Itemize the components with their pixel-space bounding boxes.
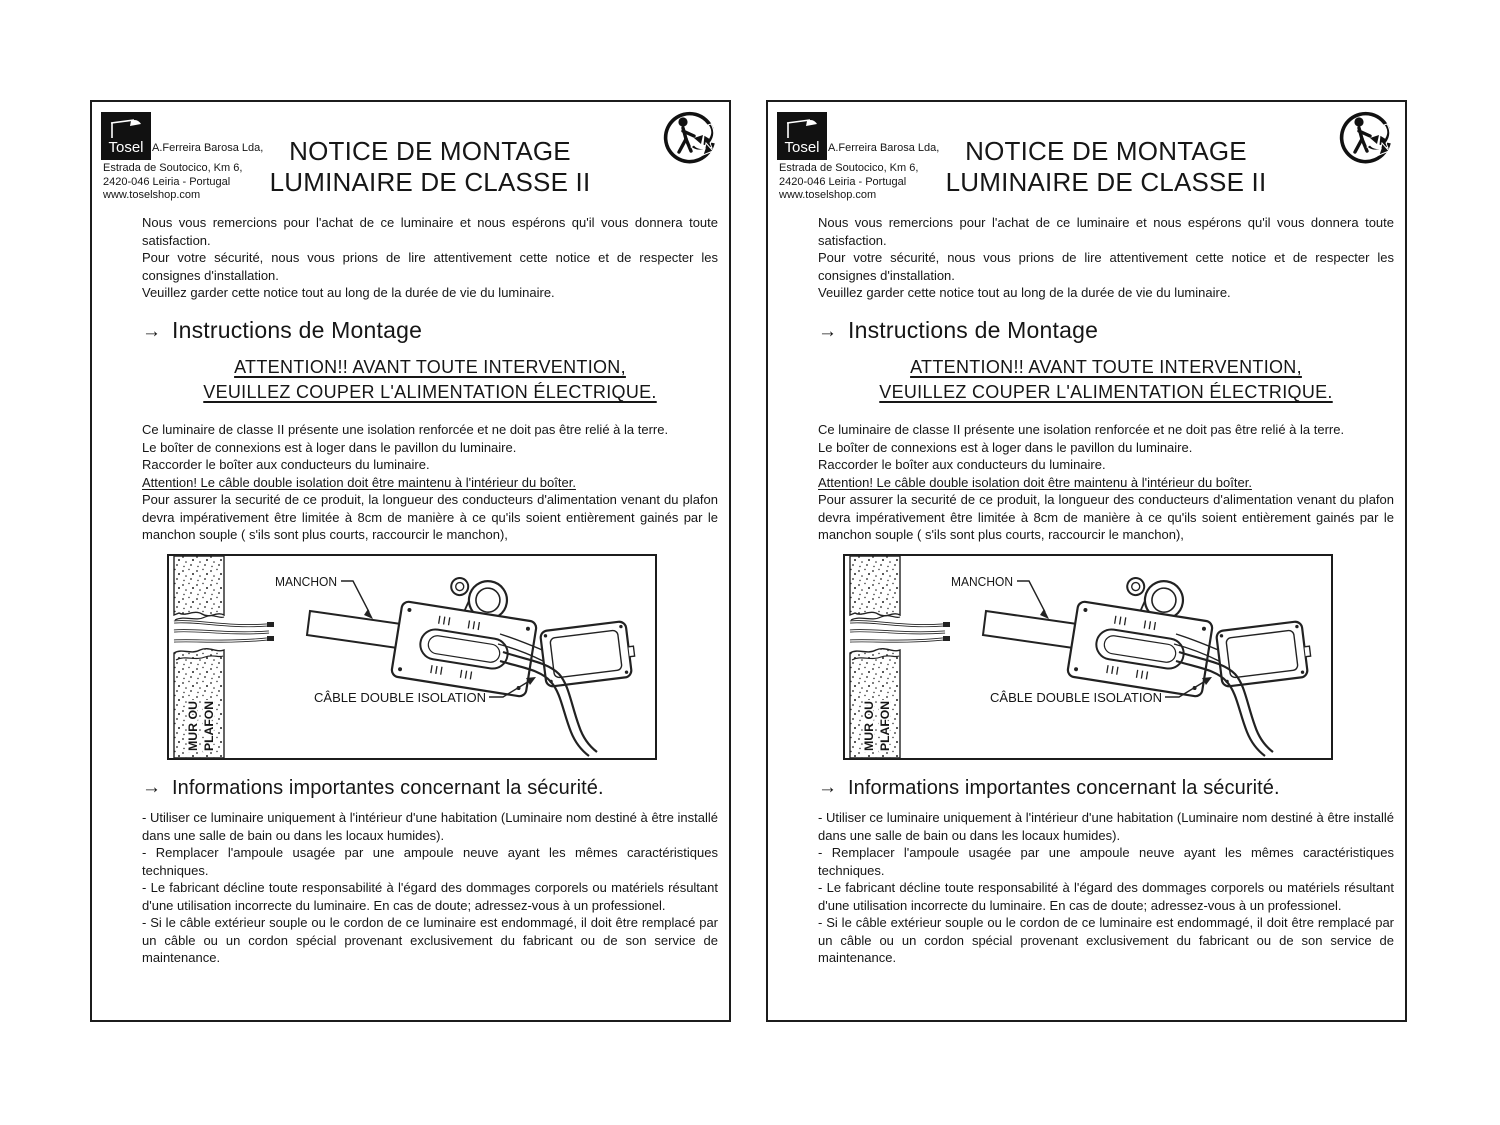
page-content <box>142 214 718 967</box>
manchon-leader-line <box>341 581 373 619</box>
safety-item-2: - Remplacer l'ampoule usagée par une ampoule neuve ayant les mêmes caractéristiques techniques. <box>142 845 718 878</box>
company-website: www.toselshop.com <box>103 189 201 201</box>
tosel-logo <box>777 112 827 160</box>
wall-label-line2: PLAFON <box>880 703 892 751</box>
intro-paragraph-1: Nous vous remercions pour l'achat de ce luminaire et nous espérons qu'il vous donnera toute satisfaction. <box>142 215 718 248</box>
manchon-paragraph: Pour assurer la securité de ce produit, la longueur des conducteurs d'alimentation venant du plafon devra impérativement être limitée à 8cm de manière à ce qu'ils soient entièrement gainés par le manchon souple ( s'ils sont plus courts, raccourcir le manchon), <box>818 492 1394 542</box>
class2-line-3: Raccorder le boîter aux conducteurs du luminaire. <box>142 457 430 472</box>
intro-paragraph-2: Pour votre sécurité, nous vous prions de lire attentivement cette notice et de respecter les consignes d'installation. <box>818 250 1394 283</box>
title-line-2: LUMINAIRE DE CLASSE II <box>269 167 591 197</box>
tosel-logo-text: Tosel <box>108 139 144 156</box>
warning-banner <box>818 355 1394 405</box>
installation-diagram <box>167 554 657 760</box>
manchon-label: MANCHON <box>951 573 1013 589</box>
connection-box <box>1067 568 1218 697</box>
intro-paragraph-2: Pour votre sécurité, nous vous prions de lire attentivement cette notice et de respecter les consignes d'installation. <box>142 250 718 283</box>
address-line-2: 2420-046 Leiria - Portugal <box>779 175 907 188</box>
section2-heading-text: Informations importantes concernant la sécurité. <box>172 776 604 799</box>
safety-item-3: - Le fabricant décline toute responsabilité à l'égard des dommages corporels ou matériels résultant d'une utilisation incorrecte du luminaire. En cas de doute; adressez-vous à un professionel. <box>818 880 1394 913</box>
wall-label-line2: PLAFON <box>204 703 216 751</box>
notice-page-1 <box>90 100 731 1022</box>
safety-items <box>818 809 1394 967</box>
address-line-2: 2420-046 Leiria - Portugal <box>103 175 231 188</box>
triman-recycling-icon <box>663 109 719 165</box>
class2-line-3: Raccorder le boîter aux conducteurs du luminaire. <box>818 457 1106 472</box>
installation-diagram <box>843 554 1333 760</box>
safety-item-3: - Le fabricant décline toute responsabilité à l'égard des dommages corporels ou matériels résultant d'une utilisation incorrecte du luminaire. En cas de doute; adressez-vous à un professionel. <box>142 880 718 913</box>
cable-label: CÂBLE DOUBLE ISOLATION <box>990 689 1162 705</box>
box-cover <box>1216 620 1313 687</box>
warning-banner <box>142 355 718 405</box>
document-title <box>170 136 690 198</box>
notice-page-2 <box>766 100 1407 1022</box>
connection-box <box>391 568 542 697</box>
title-line-1: NOTICE DE MONTAGE <box>965 136 1247 166</box>
class2-line-1: Ce luminaire de classe II présente une isolation renforcée et ne doit pas être relié à la terre. <box>142 422 669 437</box>
address-line-1: Estrada de Soutocico, Km 6, <box>103 162 243 174</box>
safety-item-1: - Utiliser ce luminaire uniquement à l'intérieur d'une habitation (Luminaire nom destiné à être installé dans une salle de bain ou dans les locaux humides). <box>818 810 1394 843</box>
tosel-lamp-icon <box>777 112 827 160</box>
address-line-1: Estrada de Soutocico, Km 6, <box>779 162 919 174</box>
tosel-logo <box>101 112 151 160</box>
manchon-leader-line <box>1017 581 1049 619</box>
installation-diagram-svg <box>843 554 1333 760</box>
title-line-2: LUMINAIRE DE CLASSE II <box>945 167 1267 197</box>
intro-paragraph-3: Veuillez garder cette notice tout au long de la durée de vie du luminaire. <box>818 285 1231 300</box>
class2-info-block <box>818 421 1394 474</box>
safety-item-2: - Remplacer l'ampoule usagée par une ampoule neuve ayant les mêmes caractéristiques techniques. <box>818 845 1394 878</box>
wall-label-line1: MUR OU <box>188 703 200 751</box>
warning-line-1: ATTENTION!! AVANT TOUTE INTERVENTION, <box>910 357 1302 377</box>
attention-note: Attention! Le câble double isolation doit être maintenu à l'intérieur du boîter. <box>142 474 576 490</box>
section-heading-montage <box>818 316 1394 343</box>
arrow-icon: → <box>142 320 161 342</box>
safety-items <box>142 809 718 967</box>
class2-line-2: Le boîter de connexions est à loger dans le pavillon du luminaire. <box>142 439 517 455</box>
document-title <box>846 136 1366 198</box>
arrow-icon: → <box>142 776 161 798</box>
section-heading-securite <box>818 776 1394 799</box>
company-name: A.Ferreira Barosa Lda, <box>152 142 264 154</box>
manchon-label: MANCHON <box>275 573 337 589</box>
arrow-icon: → <box>818 776 837 798</box>
triman-recycling-icon <box>1339 109 1395 165</box>
warning-line-1: ATTENTION!! AVANT TOUTE INTERVENTION, <box>234 357 626 377</box>
tosel-logo-text: Tosel <box>784 139 820 156</box>
section1-heading-text: Instructions de Montage <box>848 316 1099 343</box>
class2-info-block <box>142 421 718 474</box>
safety-item-4: - Si le câble extérieur souple ou le cordon de ce luminaire est endommagé, il doit être remplacé par un câble ou un cordon spécial provenant exclusivement du fabricant ou de son service de maintenance. <box>142 915 718 965</box>
section-heading-montage <box>142 316 718 343</box>
installation-diagram-svg <box>167 554 657 760</box>
company-name: A.Ferreira Barosa Lda, <box>828 142 940 154</box>
safety-item-4: - Si le câble extérieur souple ou le cordon de ce luminaire est endommagé, il doit être remplacé par un câble ou un cordon spécial provenant exclusivement du fabricant ou de son service de maintenance. <box>818 915 1394 965</box>
box-cover <box>540 620 637 687</box>
safety-item-1: - Utiliser ce luminaire uniquement à l'intérieur d'une habitation (Luminaire nom destiné à être installé dans une salle de bain ou dans les locaux humides). <box>142 810 718 843</box>
arrow-icon: → <box>818 320 837 342</box>
warning-line-2: VEUILLEZ COUPER L'ALIMENTATION ÉLECTRIQUE. <box>203 382 657 402</box>
title-line-1: NOTICE DE MONTAGE <box>289 136 571 166</box>
warning-line-2: VEUILLEZ COUPER L'ALIMENTATION ÉLECTRIQUE. <box>879 382 1333 402</box>
intro-paragraph-1: Nous vous remercions pour l'achat de ce luminaire et nous espérons qu'il vous donnera toute satisfaction. <box>818 215 1394 248</box>
wall-label-line1: MUR OU <box>864 703 876 751</box>
page-content <box>818 214 1394 967</box>
company-website: www.toselshop.com <box>779 189 877 201</box>
attention-note: Attention! Le câble double isolation doit être maintenu à l'intérieur du boîter. <box>818 474 1252 490</box>
section1-heading-text: Instructions de Montage <box>172 316 423 343</box>
tosel-lamp-icon <box>101 112 151 160</box>
cable-label: CÂBLE DOUBLE ISOLATION <box>314 689 486 705</box>
class2-line-2: Le boîter de connexions est à loger dans le pavillon du luminaire. <box>818 439 1193 455</box>
section2-heading-text: Informations importantes concernant la sécurité. <box>848 776 1280 799</box>
section-heading-securite <box>142 776 718 799</box>
supply-wires <box>174 621 274 640</box>
manchon-paragraph: Pour assurer la securité de ce produit, la longueur des conducteurs d'alimentation venant du plafon devra impérativement être limitée à 8cm de manière à ce qu'ils soient entièrement gainés par le manchon souple ( s'ils sont plus courts, raccourcir le manchon), <box>142 492 718 542</box>
class2-line-1: Ce luminaire de classe II présente une isolation renforcée et ne doit pas être relié à la terre. <box>818 422 1345 437</box>
supply-wires <box>850 621 950 640</box>
intro-paragraph-3: Veuillez garder cette notice tout au long de la durée de vie du luminaire. <box>142 285 555 300</box>
